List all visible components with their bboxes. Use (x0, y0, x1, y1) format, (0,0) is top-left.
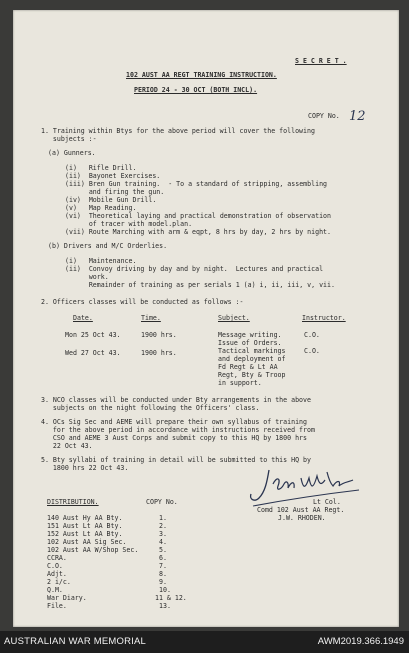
para-5-line-1: 5. Bty syllabi of training in detail will be submitted to this HQ by (41, 456, 311, 464)
distribution-copy: 4. (159, 538, 167, 546)
para-4-line-2: for the above period in accordance with instructions received from (41, 426, 315, 434)
classification-label: S E C R E T . (295, 57, 347, 65)
copy-no-column-heading: COPY No. (146, 498, 178, 506)
officers-row-subject: Message writing. (218, 331, 282, 339)
footer-bar (0, 631, 409, 653)
officers-row-subject: and deployment of (218, 355, 286, 363)
distribution-copy: 3. (159, 530, 167, 538)
officers-header-instructor: Instructor. (302, 314, 346, 322)
signature-appointment: Comd 102 Aust AA Regt. (257, 506, 345, 514)
distribution-copy: 10. (159, 586, 171, 594)
officers-row-time: 1900 hrs. (141, 331, 177, 339)
distribution-unit: CCRA. (47, 554, 67, 562)
gunners-item: (vi) Theoretical laying and practical demonstration of observation (65, 212, 331, 220)
officers-row-time: 1900 hrs. (141, 349, 177, 357)
gunners-item: (v) Map Reading. (65, 204, 137, 212)
distribution-unit: 140 Aust Hy AA Bty. (47, 514, 123, 522)
distribution-copy: 2. (159, 522, 167, 530)
para-4-line-3: CSO and AEME 3 Aust Corps and submit copy to this HQ by 1800 hrs (41, 434, 307, 442)
gunners-item: of tracer with model.plan. (65, 220, 193, 228)
officers-row-date: Mon 25 Oct 43. (65, 331, 121, 339)
copy-number-label: COPY No. (308, 112, 340, 120)
distribution-unit: File. (47, 602, 67, 610)
distribution-copy: 6. (159, 554, 167, 562)
para-2: 2. Officers classes will be conducted as follows :- (41, 298, 244, 306)
distribution-copy: 1. (159, 514, 167, 522)
gunners-item: (iv) Mobile Gun Drill. (65, 196, 157, 204)
distribution-copy: 13. (159, 602, 171, 610)
officers-header-date: Date. (73, 314, 93, 322)
distribution-unit: 2 i/c. (47, 578, 71, 586)
document-page (13, 10, 399, 627)
signature-rank: Lt Col. (313, 498, 341, 506)
footer-institution: AUSTRALIAN WAR MEMORIAL (4, 636, 147, 647)
officers-row-instructor: C.O. (304, 331, 320, 339)
distribution-unit: 102 Aust AA Sig Sec. (47, 538, 127, 546)
period-heading: PERIOD 24 - 30 OCT (BOTH INCL). (134, 86, 258, 94)
para-3-line-1: 3. NCO classes will be conducted under Bty arrangements in the above (41, 396, 311, 404)
distribution-unit: C.O. (47, 562, 63, 570)
para-4-line-4: 22 Oct 43. (41, 442, 93, 450)
distribution-unit: War Diary. (47, 594, 87, 602)
officers-row-subject: Tactical markings (218, 347, 286, 355)
distribution-unit: 102 Aust AA W/Shop Sec. (47, 546, 139, 554)
gunners-item: and firing the gun. (65, 188, 165, 196)
para-1-line-1: 1. Training within Btys for the above period will cover the following (41, 127, 315, 135)
section-b-heading: (b) Drivers and M/C Orderlies. (48, 242, 168, 250)
section-a-heading (48, 150, 96, 158)
para-3-line-2: subjects on the night following the Officers' class. (41, 404, 260, 412)
distribution-copy: 8. (159, 570, 167, 578)
document-title: 102 AUST AA REGT TRAINING INSTRUCTION. (126, 71, 277, 79)
handwritten-signature (245, 464, 365, 510)
distribution-copy: 9. (159, 578, 167, 586)
officers-row-date: Wed 27 Oct 43. (65, 349, 121, 357)
gunners-item: (iii) Bren Gun training. - To a standard of stripping, assembling (65, 180, 328, 188)
distribution-unit: 151 Aust Lt AA Bty. (47, 522, 123, 530)
para-1-line-2: subjects :- (41, 135, 97, 143)
officers-row-instructor: C.O. (304, 347, 320, 355)
gunners-item: (i) Rifle Drill. (65, 164, 137, 172)
footer-accession-number: AWM2019.366.1949 (317, 636, 404, 647)
distribution-copy: 5. (159, 546, 167, 554)
distribution-unit: 152 Aust Lt AA Bty. (47, 530, 123, 538)
section-a-label: (a) Gunners. (48, 149, 96, 157)
drivers-item: Remainder of training as per serials 1 (a) i, ii, iii, v, vii. (65, 281, 335, 289)
officers-header-time: Time. (141, 314, 161, 322)
gunners-item: (vii) Route Marching with arm & eqpt, 8 hrs by day, 2 hrs by night. (65, 228, 331, 236)
officers-row-subject: Regt, Bty & Troop (218, 371, 286, 379)
officers-row-subject: in support. (218, 379, 262, 387)
gunners-item: (ii) Bayonet Exercises. (65, 172, 161, 180)
distribution-heading: DISTRIBUTION. (47, 498, 99, 506)
distribution-unit: Q.M. (47, 586, 63, 594)
drivers-item: (i) Maintenance. (65, 257, 137, 265)
distribution-unit: Adjt. (47, 570, 67, 578)
drivers-item: (ii) Convoy driving by day and by night. Lectures and practical (65, 265, 324, 273)
para-5-line-2: 1800 hrs 22 Oct 43. (41, 464, 129, 472)
drivers-item: work. (65, 273, 109, 281)
para-4-line-1: 4. OCs Sig Sec and AEME will prepare their own syllabus of training (41, 418, 307, 426)
distribution-copy: 7. (159, 562, 167, 570)
copy-number-value: 12 (349, 109, 366, 124)
officers-row-subject: Issue of Orders. (218, 339, 282, 347)
officers-header-subject: Subject. (218, 314, 250, 322)
signature-name: J.W. RHODEN. (278, 514, 326, 522)
distribution-copy: 11 & 12. (155, 594, 187, 602)
officers-row-subject: Fd Regt & Lt AA (218, 363, 278, 371)
